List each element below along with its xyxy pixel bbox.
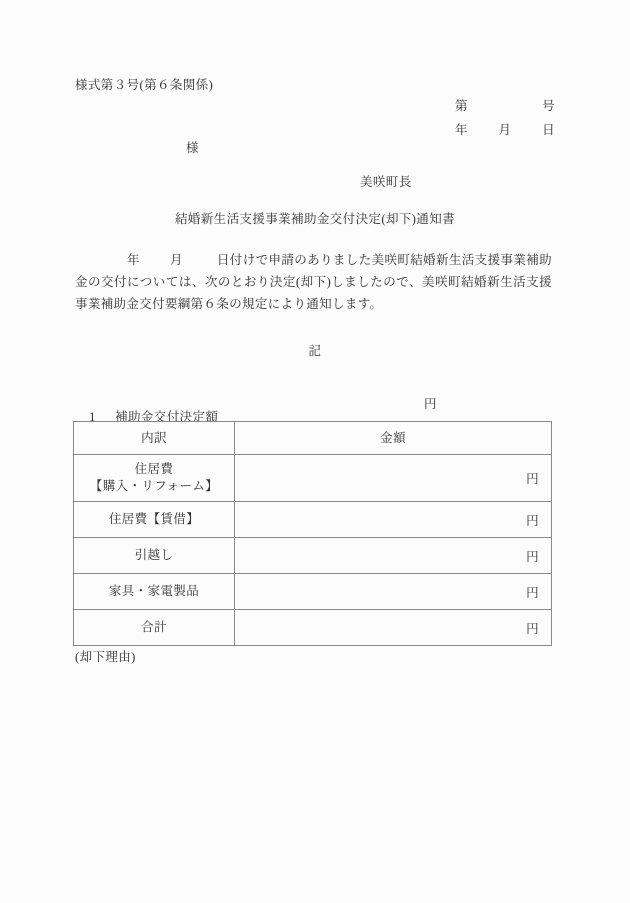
body-text: 日付けで申請のありました美咲町結婚新生活支援事業補助金の交付については、次のとおり決定(却下)しましたので、美咲町結婚新生活支援事業補助金交付要綱第６条の規定により通知します。 <box>75 253 552 311</box>
row-amount-housing-rent[interactable]: 円 <box>235 502 552 538</box>
table-row <box>74 610 552 646</box>
date-month-label: 月 <box>498 123 512 137</box>
table-row <box>74 574 552 610</box>
amount-breakdown-table <box>73 421 552 646</box>
row-label-total: 合計 <box>74 610 235 646</box>
row-label-housing-purchase <box>74 455 235 502</box>
row-label-moving: 引越し <box>74 538 235 574</box>
body-paragraph <box>75 249 552 315</box>
row-amount-furniture-appliances[interactable]: 円 <box>235 574 552 610</box>
document-title: 結婚新生活支援事業補助金交付決定(却下)通知書 <box>174 212 456 226</box>
table-row <box>74 538 552 574</box>
row-label-furniture-appliances: 家具・家電製品 <box>74 574 235 610</box>
body-month-label: 月 <box>169 253 183 267</box>
item-1-number: 1 <box>89 409 96 424</box>
row-label-line2: 【購入・リフォーム】 <box>89 479 219 493</box>
document-number-prefix: 第 <box>455 99 468 113</box>
table-header-breakdown: 内訳 <box>74 422 235 455</box>
document-number-suffix: 号 <box>542 99 555 113</box>
addressee-honorific: 様 <box>186 141 199 155</box>
issuer-name: 美咲町長 <box>360 175 412 189</box>
row-amount-housing-purchase[interactable]: 円 <box>235 455 552 502</box>
date-year-label: 年 <box>455 123 468 137</box>
item-1-label: 補助金交付決定額 <box>115 409 219 424</box>
row-amount-moving[interactable]: 円 <box>235 538 552 574</box>
item-1-unit: 円 <box>424 397 437 411</box>
document-date-row <box>455 124 555 137</box>
body-year-label: 年 <box>127 253 140 267</box>
row-label-line1: 住居費 <box>134 462 174 476</box>
table-header-amount: 金額 <box>235 422 552 455</box>
ki-marker: 記 <box>308 344 322 358</box>
form-number: 様式第３号(第６条関係) <box>75 78 214 92</box>
table-header-row <box>74 422 552 455</box>
table-row <box>74 502 552 538</box>
row-label-housing-rent: 住居費【賃借】 <box>74 502 235 538</box>
document-number-row <box>455 100 555 113</box>
row-amount-total[interactable]: 円 <box>235 610 552 646</box>
rejection-reason-label: (却下理由) <box>75 650 136 664</box>
date-day-label: 日 <box>542 123 555 137</box>
table-row <box>74 455 552 502</box>
